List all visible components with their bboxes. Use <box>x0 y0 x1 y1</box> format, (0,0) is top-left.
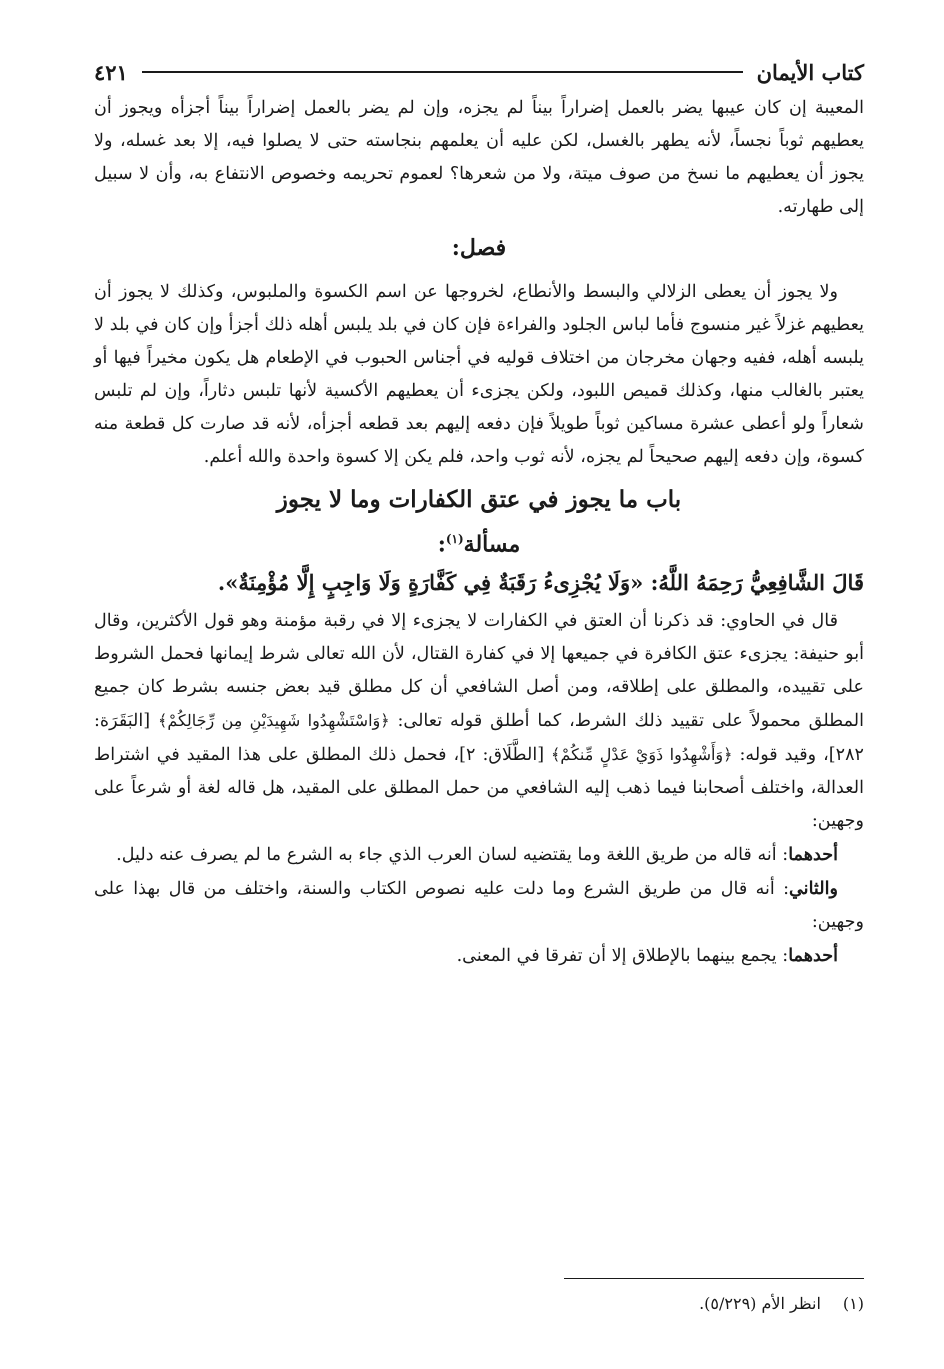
masala-label: مسألة <box>463 531 521 558</box>
footnote-ref[interactable]: (١) <box>445 532 464 546</box>
page-number: ٤٢١ <box>94 59 128 85</box>
hawi-text-c: [الطَّلَاق: ٢]، فحمل ذلك المطلق على هذا المقيد في اشتراط العدالة، واختلف أصحابنا فيما ذهب إليه الشافعي من حمل المطلق على المقيد، هل قاله لغة أو شرعاً على وجهين: <box>94 745 864 832</box>
second-view-label: والثاني <box>789 878 838 900</box>
paragraph-clothing: ولا يجوز أن يعطى الزلالي والبسط والأنطاع، لخروجها عن اسم الكسوة والملبوس، وكذلك لا يجوز أن يعطيهم غزلاً غير منسوج فأما لباس الجلود والفراءة فإن كان في بلد يلبس أهله ذلك أجزأ وإن كان في بلد لا يلبسه أهله، ففيه وجهان مخرجان من اختلاف قوليه في أجناس الحبوب في الإطعام هل يكون مخيراً فيها أو يعتبر بالغالب منها، وكذلك قميص اللبود، ولكن يجزىء أن يعطيهم الأكسية لأنها تلبس دثاراً، وإن لم تلبس شعاراً ولو أعطى عشرة مساكين ثوباً طويلاً فإن دفعه إليهم بعد قطعه أجزأه، لأنه قد صارت كل قطعة منه كسوة، وإن دفعه إليهم صحيحاً لم يجزه، لأنه ثوب واحد، فلم يكن إلا كسوة واحدة والله أعلم. <box>94 282 864 467</box>
paragraph-sub-view <box>94 939 864 973</box>
paragraph-first-view <box>94 838 864 872</box>
quran-verse-baqara: ﴿وَاسْتَشْهِدُوا شَهِيدَيْنِ مِن رِّجَالِكُمْ﴾ <box>158 711 390 731</box>
footnote-number: (١) <box>842 1294 864 1313</box>
chapter-title: كتاب الأيمان <box>756 59 864 85</box>
shafii-quote: قَالَ الشَّافِعِيُّ رَحِمَهُ اللَّهُ: «وَلَا يُجْزِىءُ رَقَبَةٌ فِي كَفَّارَةٍ وَلَا وَاجِبٍ إِلَّا مُؤْمِنَةٌ». <box>217 570 864 596</box>
section-heading-fasl: فصل: <box>451 235 507 261</box>
masala-heading <box>94 520 864 563</box>
running-header <box>94 56 864 88</box>
paragraph-second-view <box>94 872 864 939</box>
chapter-heading: باب ما يجوز في عتق الكفارات وما لا يجوز <box>276 486 682 513</box>
footnote <box>94 1290 864 1318</box>
header-rule <box>142 71 743 73</box>
first-view-text: : أنه قاله من طريق اللغة وما يقتضيه لسان العرب الذي جاء به الشرع ما لم يصرف عنه دليل. <box>116 845 789 866</box>
first-view-label: أحدهما <box>788 844 838 866</box>
sub-view-text: : يجمع بينهما بالإطلاق إلا أن تفرقا في المعنى. <box>456 946 789 967</box>
main-text <box>94 92 864 973</box>
footnote-divider <box>564 1278 864 1279</box>
paragraph-hawi <box>94 605 864 838</box>
footnote-text: انظر الأم (٥/٢٢٩). <box>699 1294 821 1313</box>
quran-verse-talaq: ﴿وَأَشْهِدُوا ذَوَيْ عَدْلٍ مِّنكُمْ﴾ <box>551 745 733 765</box>
paragraph-continuation: المعيبة إن كان عيبها يضر بالعمل إضراراً بيناً لم يجزه، وإن لم يضر بالعمل إضراراً بيناً أجزأه ويجوز أن يعطيهم ثوباً نجساً، لأنه يطهر بالغسل، لكن عليه أن يعلمهم بنجاسته حتى لا يصلوا فيه، إلا بعد غسله، ولا يجوز أن يعطيهم ما نسخ من صوف ميتة، ولا من شعرها؟ لعموم تحريمه وخصوص الانتفاع به، وأن لا سبيل إلى طهارته. <box>94 98 864 217</box>
sub-view-label: أحدهما <box>788 945 838 967</box>
masala-colon: : <box>437 531 446 558</box>
second-view-text: : أنه قال من طريق الشرع وما دلت عليه نصوص الكتاب والسنة، واختلف من قال بهذا على وجهين: <box>94 879 864 933</box>
hawi-text-a: قال في الحاوي: قد ذكرنا أن العتق في الكفارات لا يجزىء إلا في رقبة مؤمنة وهو قول الأكثرين، وقال أبو حنيفة: يجزىء عتق الكافرة في جميعها إلا في كفارة القتال، لأن الله تعالى شرط إيمانها فحمل الشروط على تقييده، والمطلق على إطلاقه، ومن أصل الشافعي أن كل مطلق قيد بعض جنسه بشرط كان جميع المطلق محمولاً على تقييد ذلك الشرط، كما أطلق قوله تعالى: <box>94 611 864 732</box>
hawi-text-b: [البَقَرَة: ٢٨٢]، وقيد قوله: <box>94 711 864 766</box>
